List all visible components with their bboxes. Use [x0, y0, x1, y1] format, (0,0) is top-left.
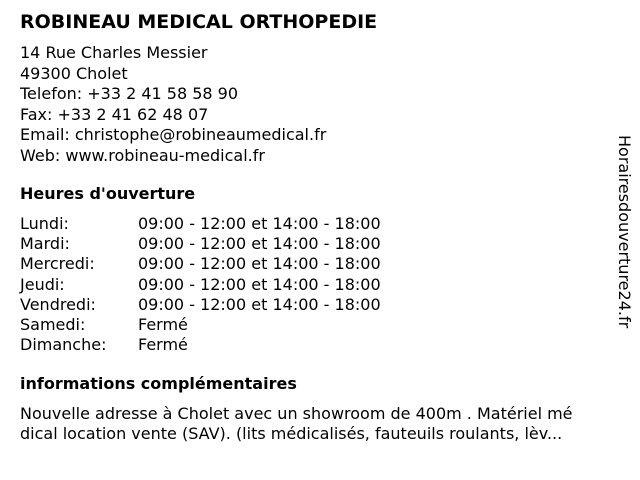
day-label: Lundi: [20, 214, 69, 233]
email-line: Email: christophe@robineaumedical.fr [20, 125, 327, 144]
fax-line: Fax: +33 2 41 62 48 07 [20, 104, 209, 124]
time-value: Fermé [138, 335, 188, 355]
day-label: Jeudi: [20, 274, 65, 294]
day-label: Vendredi: [20, 294, 96, 314]
time-value: 09:00 - 12:00 et 14:00 - 18:00 [138, 274, 381, 294]
time-value: Fermé [138, 314, 188, 334]
day-label: Mardi: [20, 234, 70, 254]
address-city: 49300 Cholet [20, 63, 128, 83]
time-value: 09:00 - 12:00 et 14:00 - 18:00 [138, 234, 381, 254]
day-label: Mercredi: [20, 254, 95, 274]
info-description [20, 404, 620, 444]
info-line: dical location vente (SAV). (lits médicalisés, fauteuils roulants, lèv... [20, 424, 563, 443]
web-line: Web: www.robineau-medical.fr [20, 145, 265, 165]
time-value: 09:00 - 12:00 et 14:00 - 18:00 [138, 254, 381, 274]
time-value: 09:00 - 12:00 et 14:00 - 18:00 [138, 214, 381, 233]
day-label: Samedi: [20, 314, 86, 334]
info-line: Nouvelle adresse à Cholet avec un showroom de 400m . Matériel mé [20, 404, 573, 423]
hours-heading: Heures d'ouverture [20, 184, 196, 203]
contact-block [20, 43, 326, 166]
site-watermark: Horairesdouverture24.fr [615, 135, 634, 329]
info-heading: informations complémentaires [20, 374, 297, 393]
address-street: 14 Rue Charles Messier [20, 43, 208, 62]
time-value: 09:00 - 12:00 et 14:00 - 18:00 [138, 294, 381, 314]
phone-line: Telefon: +33 2 41 58 58 90 [20, 84, 239, 103]
business-name: ROBINEAU MEDICAL ORTHOPEDIE [20, 11, 378, 33]
day-label: Dimanche: [20, 335, 107, 355]
